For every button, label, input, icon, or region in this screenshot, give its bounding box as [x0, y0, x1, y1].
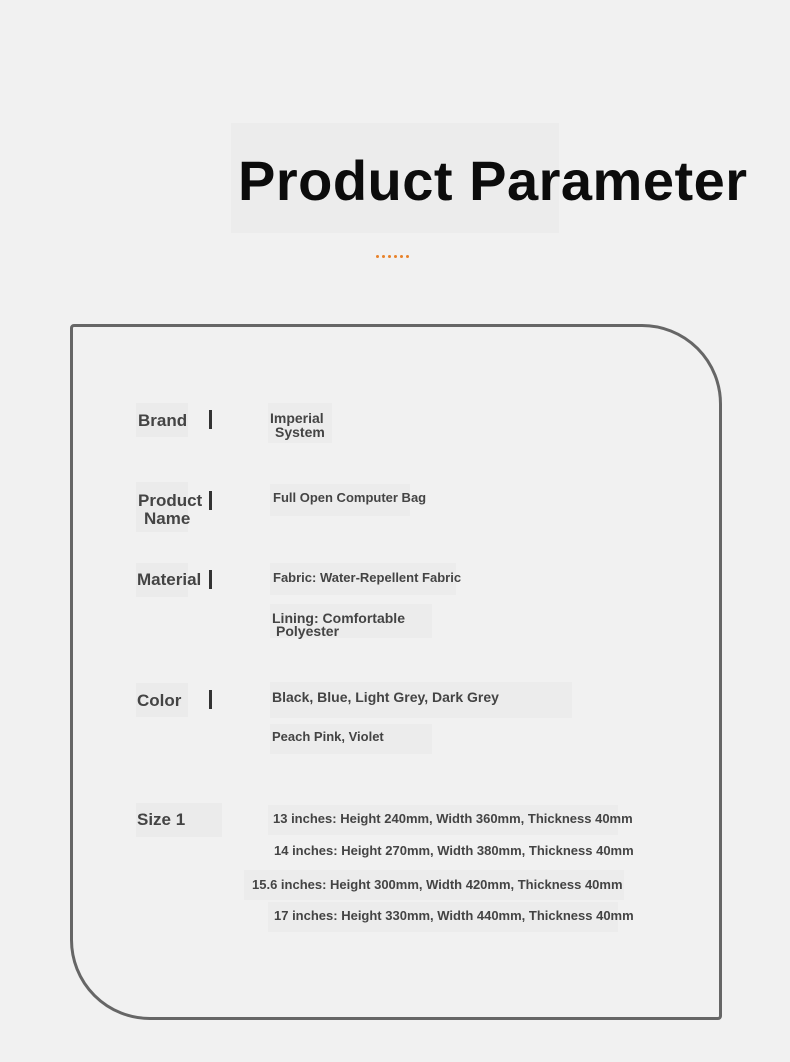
product-name-value: Full Open Computer Bag	[273, 490, 427, 505]
page-title: Product Parameter	[238, 149, 748, 212]
color-label: Color	[137, 691, 182, 710]
material-divider	[209, 570, 212, 589]
title-dots-divider	[376, 255, 416, 261]
brand-divider	[209, 410, 212, 429]
brand-label: Brand	[138, 411, 188, 430]
accent-dot	[400, 255, 403, 258]
accent-dot	[376, 255, 379, 258]
material-lining-line1: Lining: Comfortable	[272, 610, 405, 626]
brand-value-line1: Imperial	[270, 410, 324, 426]
size-label: Size 1	[137, 810, 186, 829]
brand-value-line2: System	[275, 424, 325, 440]
size-row-14: 14 inches: Height 270mm, Width 380mm, Thickness 40mm	[274, 843, 634, 858]
accent-dot	[394, 255, 397, 258]
accent-dot	[406, 255, 409, 258]
material-fabric-value: Fabric: Water-Repellent Fabric	[273, 570, 462, 585]
size-row-13: 13 inches: Height 240mm, Width 360mm, Thickness 40mm	[273, 811, 633, 826]
product-name-label-line1: Product	[138, 491, 203, 510]
product-name-label-line2: Name	[144, 509, 191, 528]
accent-dot	[388, 255, 391, 258]
material-lining-line2: Polyester	[276, 623, 340, 639]
size-row-17: 17 inches: Height 330mm, Width 440mm, Thickness 40mm	[274, 908, 634, 923]
product-name-divider	[209, 491, 212, 510]
material-label: Material	[137, 570, 202, 589]
color-values-line2: Peach Pink, Violet	[272, 729, 384, 744]
color-divider	[209, 690, 212, 709]
accent-dot	[382, 255, 385, 258]
size-row-15-6: 15.6 inches: Height 300mm, Width 420mm, Thickness 40mm	[252, 877, 623, 892]
color-values-line1: Black, Blue, Light Grey, Dark Grey	[272, 689, 499, 705]
